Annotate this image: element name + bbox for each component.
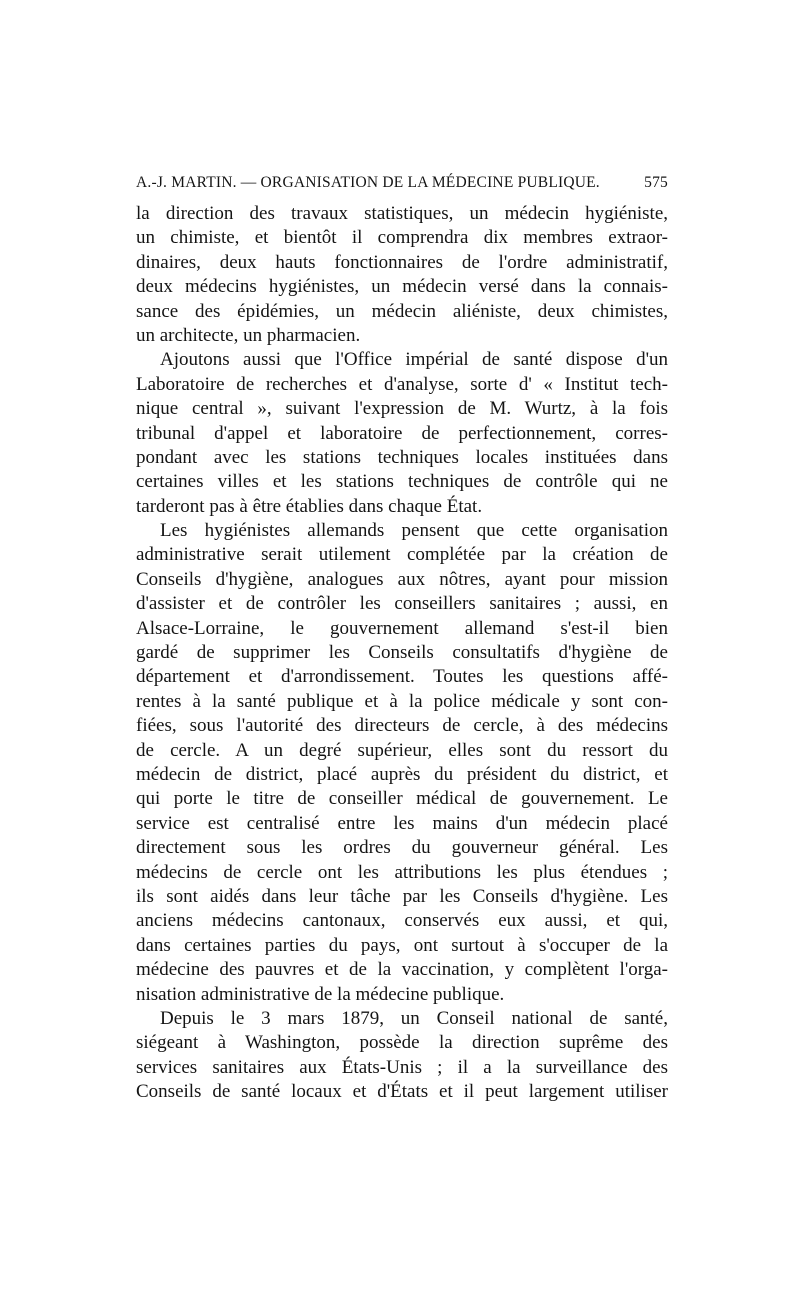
text-line: département et d'arrondissement. Toutes les questions affé- — [136, 666, 668, 688]
text-line: siégeant à Washington, possède la direction suprême des — [136, 1032, 668, 1054]
text-line: certaines villes et les stations techniques de contrôle qui ne — [136, 471, 668, 493]
running-head — [136, 174, 668, 198]
text-line: de cercle. A un degré supérieur, elles sont du ressort du — [136, 739, 668, 761]
text-line: Depuis le 3 mars 1879, un Conseil national de santé, — [160, 1007, 668, 1029]
text-line: rentes à la santé publique et à la police médicale y sont con- — [136, 690, 668, 712]
text-line: Les hygiénistes allemands pensent que cette organisation — [160, 520, 668, 542]
text-line: fiées, sous l'autorité des directeurs de cercle, à des médecins — [136, 715, 668, 737]
text-line: nisation administrative de la médecine publique. — [136, 983, 505, 1005]
text-line: deux médecins hygiénistes, un médecin versé dans la connais- — [136, 276, 668, 298]
text-line: Conseils d'hygiène, analogues aux nôtres, ayant pour mission — [136, 568, 668, 590]
text-line: médecin de district, placé auprès du président du district, et — [136, 763, 668, 785]
page-number: 575 — [644, 174, 668, 191]
text-line: Ajoutons aussi que l'Office impérial de santé dispose d'un — [160, 349, 668, 371]
body-text — [136, 202, 668, 1104]
text-line: dans certaines parties du pays, ont surtout à s'occuper de la — [136, 934, 668, 956]
text-line: tribunal d'appel et laboratoire de perfectionnement, corres- — [136, 422, 668, 444]
text-line: médecine des pauvres et de la vaccination, y complètent l'orga- — [136, 959, 668, 981]
text-line: médecins de cercle ont les attributions les plus étendues ; — [136, 861, 668, 883]
paragraph-3 — [136, 519, 668, 1007]
text-line: la direction des travaux statistiques, un médecin hygiéniste, — [136, 203, 668, 224]
text-line: Conseils de santé locaux et d'États et il peut largement utiliser — [136, 1081, 668, 1103]
text-line: Alsace-Lorraine, le gouvernement allemand s'est-il bien — [136, 617, 668, 639]
text-line: Laboratoire de recherches et d'analyse, sorte d' « Institut tech- — [136, 373, 668, 395]
text-line: services sanitaires aux États-Unis ; il a la surveillance des — [136, 1056, 668, 1078]
text-line: dinaires, deux hauts fonctionnaires de l'ordre administratif, — [136, 251, 668, 273]
text-line: ils sont aidés dans leur tâche par les Conseils d'hygiène. Les — [136, 885, 668, 907]
paragraph-2 — [136, 348, 668, 519]
running-head-title: A.-J. MARTIN. — ORGANISATION DE LA MÉDECINE PUBLIQUE. — [136, 174, 600, 191]
text-line: un architecte, un pharmacien. — [136, 324, 361, 346]
text-line: service est centralisé entre les mains d'un médecin placé — [136, 812, 668, 834]
text-line: anciens médecins cantonaux, conservés eux aussi, et qui, — [136, 910, 668, 932]
text-line: sance des épidémies, un médecin aliéniste, deux chimistes, — [136, 300, 668, 322]
text-line: nique central », suivant l'expression de M. Wurtz, à la fois — [136, 398, 668, 420]
text-line: d'assister et de contrôler les conseillers sanitaires ; aussi, en — [136, 593, 668, 615]
text-line: pondant avec les stations techniques locales instituées dans — [136, 446, 668, 468]
text-line: gardé de supprimer les Conseils consultatifs d'hygiène de — [136, 642, 668, 664]
text-line: un chimiste, et bientôt il comprendra dix membres extraor- — [136, 227, 668, 249]
text-line: administrative serait utilement complétée par la création de — [136, 544, 668, 566]
paragraph-1 — [136, 202, 668, 348]
text-line: qui porte le titre de conseiller médical de gouvernement. Le — [136, 788, 668, 810]
paragraph-4 — [136, 1007, 668, 1105]
text-line: tarderont pas à être établies dans chaque État. — [136, 495, 483, 517]
text-line: directement sous les ordres du gouverneur général. Les — [136, 837, 668, 859]
